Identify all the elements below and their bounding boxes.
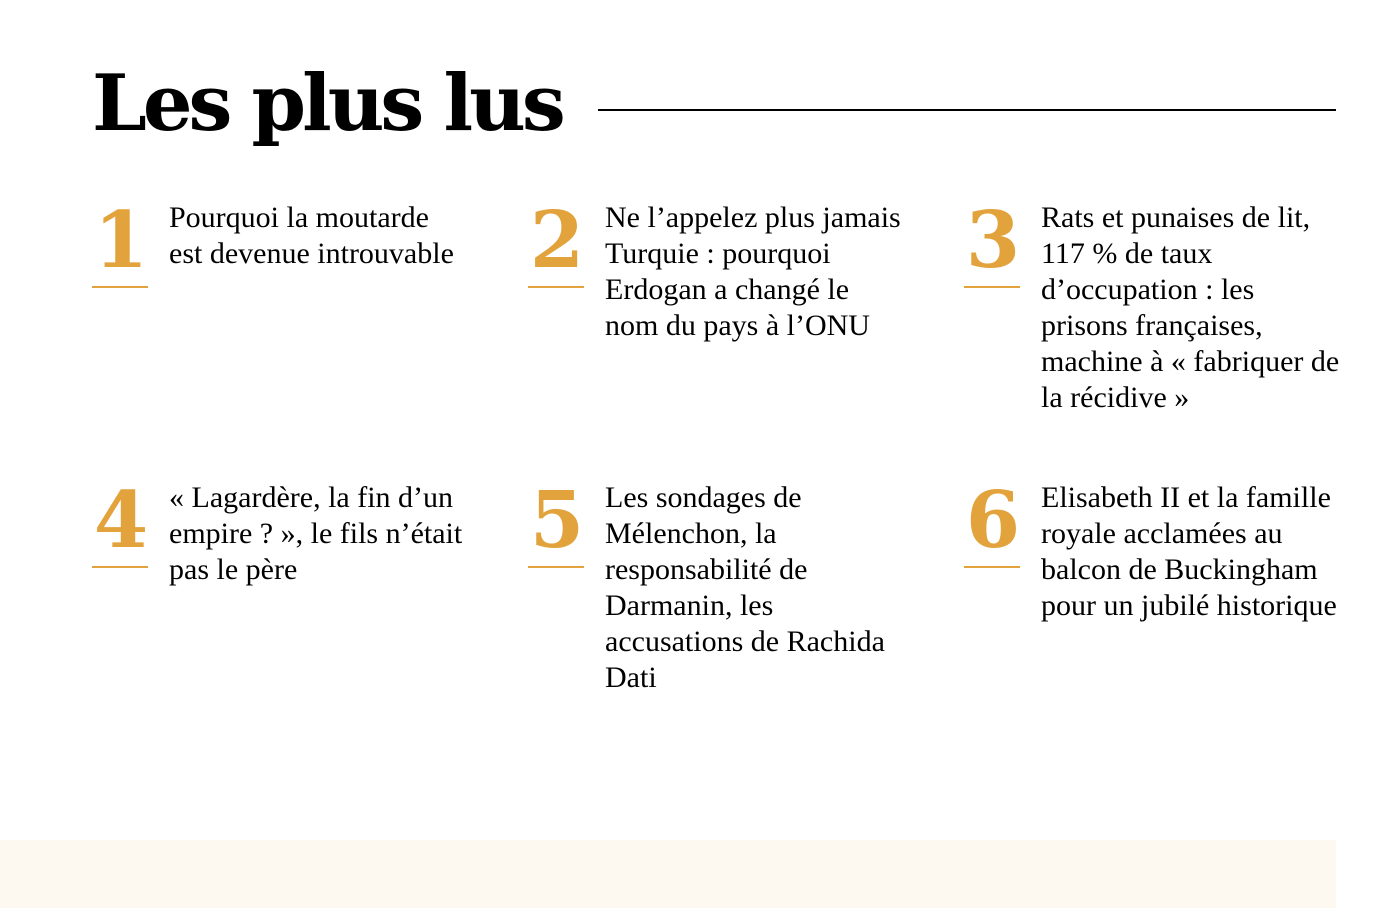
rank-divider [528,566,584,568]
article-headline-link[interactable]: Pourquoi la moutarde est devenue introuvable [169,201,454,270]
article-headline-link[interactable]: Les sondages de Mélenchon, la responsabilité de Darmanin, les accusations de Rachida Dati [605,481,885,694]
most-read-section [92,0,1340,800]
rank-divider [92,566,148,568]
rank-number: 2 [529,195,585,286]
rank-divider [92,286,148,288]
rank-divider [964,566,1020,568]
most-read-item-6[interactable] [964,475,1364,720]
rank-divider [964,286,1020,288]
article-headline-link[interactable]: Ne l’appelez plus jamais Turquie : pourquoi Erdogan a changé le nom du pays à l’ONU [605,201,901,342]
most-read-item-5[interactable] [528,475,928,720]
section-header [92,58,1336,158]
rank-number: 4 [93,475,149,566]
rank-number: 5 [529,475,585,566]
article-headline-link[interactable]: Rats et punaises de lit, 117 % de taux d’occupation : les prisons françaises, machine à « fabriquer de la récidive » [1041,201,1340,414]
most-read-item-4[interactable] [92,475,492,720]
rank-number: 1 [93,195,149,286]
most-read-item-3[interactable] [964,195,1364,440]
footer-band [0,840,1336,908]
most-read-item-2[interactable] [528,195,928,440]
rank-number: 3 [965,195,1021,286]
article-headline-link[interactable]: Elisabeth II et la famille royale acclamées au balcon de Buckingham pour un jubilé historique [1041,481,1337,622]
rank-divider [528,286,584,288]
section-title: Les plus lus [92,58,562,149]
most-read-item-1[interactable] [92,195,492,440]
article-headline-link[interactable]: « Lagardère, la fin d’un empire ? », le fils n’était pas le père [169,481,463,586]
title-divider [598,109,1336,111]
rank-number: 6 [965,475,1021,566]
